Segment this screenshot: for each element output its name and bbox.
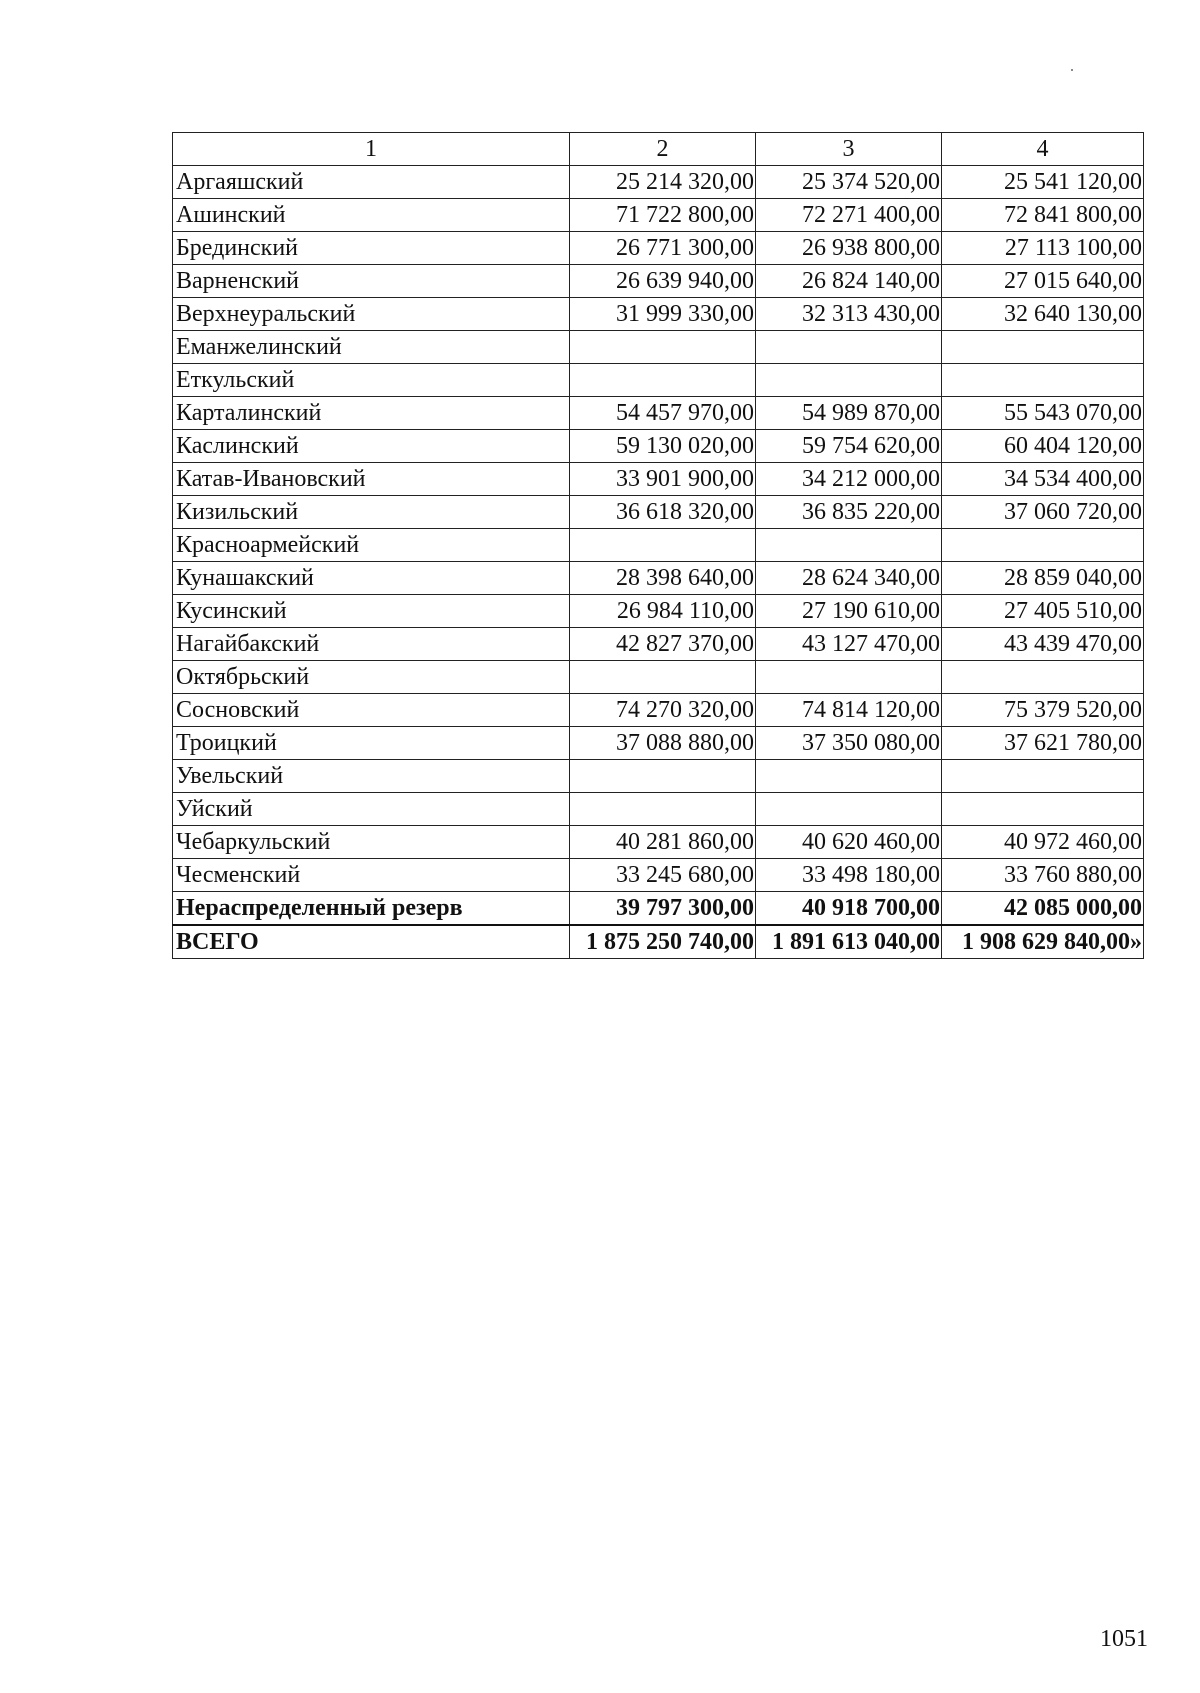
amount-cell [942,364,1144,397]
amount-cell: 26 639 940,00 [570,265,756,298]
amount-cell: 33 901 900,00 [570,463,756,496]
amount-cell [756,793,942,826]
column-header: 2 [570,133,756,166]
amount-cell: 36 835 220,00 [756,496,942,529]
table-row [173,628,1144,661]
table-row [173,826,1144,859]
amount-cell: 42 827 370,00 [570,628,756,661]
table-row [173,463,1144,496]
amount-cell: 36 618 320,00 [570,496,756,529]
district-name: Кунашакский [173,562,570,595]
reserve-label: Нераспределенный резерв [173,892,570,926]
amount-cell: 26 984 110,00 [570,595,756,628]
district-name: Ашинский [173,199,570,232]
amount-cell: 27 015 640,00 [942,265,1144,298]
reserve-row [173,892,1144,926]
table-row [173,760,1144,793]
table-header-row [173,133,1144,166]
column-header: 1 [173,133,570,166]
column-header: 3 [756,133,942,166]
table-row [173,232,1144,265]
amount-cell [756,661,942,694]
amount-cell: 28 859 040,00 [942,562,1144,595]
amount-cell [570,331,756,364]
district-name: Чесменский [173,859,570,892]
amount-cell: 25 374 520,00 [756,166,942,199]
amount-cell: 43 439 470,00 [942,628,1144,661]
amount-cell [942,793,1144,826]
amount-cell: 27 190 610,00 [756,595,942,628]
amount-cell [756,364,942,397]
total-value: 1 908 629 840,00» [942,925,1144,959]
amount-cell: 40 620 460,00 [756,826,942,859]
district-name: Кусинский [173,595,570,628]
table-row [173,793,1144,826]
district-name: Троицкий [173,727,570,760]
district-name: Еманжелинский [173,331,570,364]
table-row [173,199,1144,232]
table-row [173,364,1144,397]
amount-cell: 27 405 510,00 [942,595,1144,628]
amount-cell: 33 498 180,00 [756,859,942,892]
district-name: Брединский [173,232,570,265]
amount-cell [570,661,756,694]
amount-cell: 40 972 460,00 [942,826,1144,859]
district-name: Карталинский [173,397,570,430]
amount-cell: 33 760 880,00 [942,859,1144,892]
reserve-value: 39 797 300,00 [570,892,756,926]
amount-cell: 54 457 970,00 [570,397,756,430]
district-name: Уйский [173,793,570,826]
total-row [173,925,1144,959]
amount-cell: 37 060 720,00 [942,496,1144,529]
amount-cell [570,364,756,397]
table-row [173,859,1144,892]
total-value: 1 875 250 740,00 [570,925,756,959]
total-value: 1 891 613 040,00 [756,925,942,959]
district-name: Увельский [173,760,570,793]
district-name: Красноармейский [173,529,570,562]
page-number: 1051 [1100,1626,1148,1652]
amount-cell: 28 398 640,00 [570,562,756,595]
amount-cell: 43 127 470,00 [756,628,942,661]
table-row [173,166,1144,199]
district-name: Еткульский [173,364,570,397]
district-name: Кизильский [173,496,570,529]
amount-cell: 26 938 800,00 [756,232,942,265]
table-row [173,496,1144,529]
amount-cell [756,529,942,562]
amount-cell: 71 722 800,00 [570,199,756,232]
district-name: Варненский [173,265,570,298]
amount-cell: 72 271 400,00 [756,199,942,232]
table-row [173,397,1144,430]
reserve-value: 42 085 000,00 [942,892,1144,926]
district-name: Верхнеуральский [173,298,570,331]
amount-cell: 60 404 120,00 [942,430,1144,463]
table-row [173,661,1144,694]
amount-cell: 54 989 870,00 [756,397,942,430]
district-name: Каслинский [173,430,570,463]
amount-cell [942,760,1144,793]
scan-speck [1071,69,1073,71]
amount-cell: 72 841 800,00 [942,199,1144,232]
table-row [173,727,1144,760]
table-row [173,298,1144,331]
amount-cell: 28 624 340,00 [756,562,942,595]
reserve-value: 40 918 700,00 [756,892,942,926]
amount-cell: 37 088 880,00 [570,727,756,760]
district-name: Катав-Ивановский [173,463,570,496]
amount-cell: 32 640 130,00 [942,298,1144,331]
amount-cell [756,331,942,364]
amount-cell: 25 541 120,00 [942,166,1144,199]
amount-cell: 74 814 120,00 [756,694,942,727]
amount-cell: 59 130 020,00 [570,430,756,463]
amount-cell [942,661,1144,694]
table-row [173,529,1144,562]
column-header: 4 [942,133,1144,166]
amount-cell: 32 313 430,00 [756,298,942,331]
table-row [173,562,1144,595]
amount-cell: 26 771 300,00 [570,232,756,265]
amount-cell [942,331,1144,364]
amount-cell: 34 212 000,00 [756,463,942,496]
amount-cell: 74 270 320,00 [570,694,756,727]
amount-cell [756,760,942,793]
amount-cell: 37 621 780,00 [942,727,1144,760]
table-row [173,430,1144,463]
amount-cell: 37 350 080,00 [756,727,942,760]
district-name: Сосновский [173,694,570,727]
amount-cell: 34 534 400,00 [942,463,1144,496]
table-body [173,166,1144,892]
amount-cell: 33 245 680,00 [570,859,756,892]
table-row [173,331,1144,364]
amount-cell [570,760,756,793]
amount-cell: 75 379 520,00 [942,694,1144,727]
district-name: Нагайбакский [173,628,570,661]
amount-cell: 59 754 620,00 [756,430,942,463]
table-row [173,595,1144,628]
district-name: Чебаркульский [173,826,570,859]
amount-cell: 40 281 860,00 [570,826,756,859]
amount-cell: 55 543 070,00 [942,397,1144,430]
amount-cell: 31 999 330,00 [570,298,756,331]
district-name: Октябрьский [173,661,570,694]
table-row [173,265,1144,298]
amount-cell [570,529,756,562]
allocation-table [172,132,1144,959]
table-row [173,694,1144,727]
amount-cell [570,793,756,826]
amount-cell: 27 113 100,00 [942,232,1144,265]
district-name: Аргаяшский [173,166,570,199]
amount-cell: 25 214 320,00 [570,166,756,199]
amount-cell [942,529,1144,562]
amount-cell: 26 824 140,00 [756,265,942,298]
total-label: ВСЕГО [173,925,570,959]
